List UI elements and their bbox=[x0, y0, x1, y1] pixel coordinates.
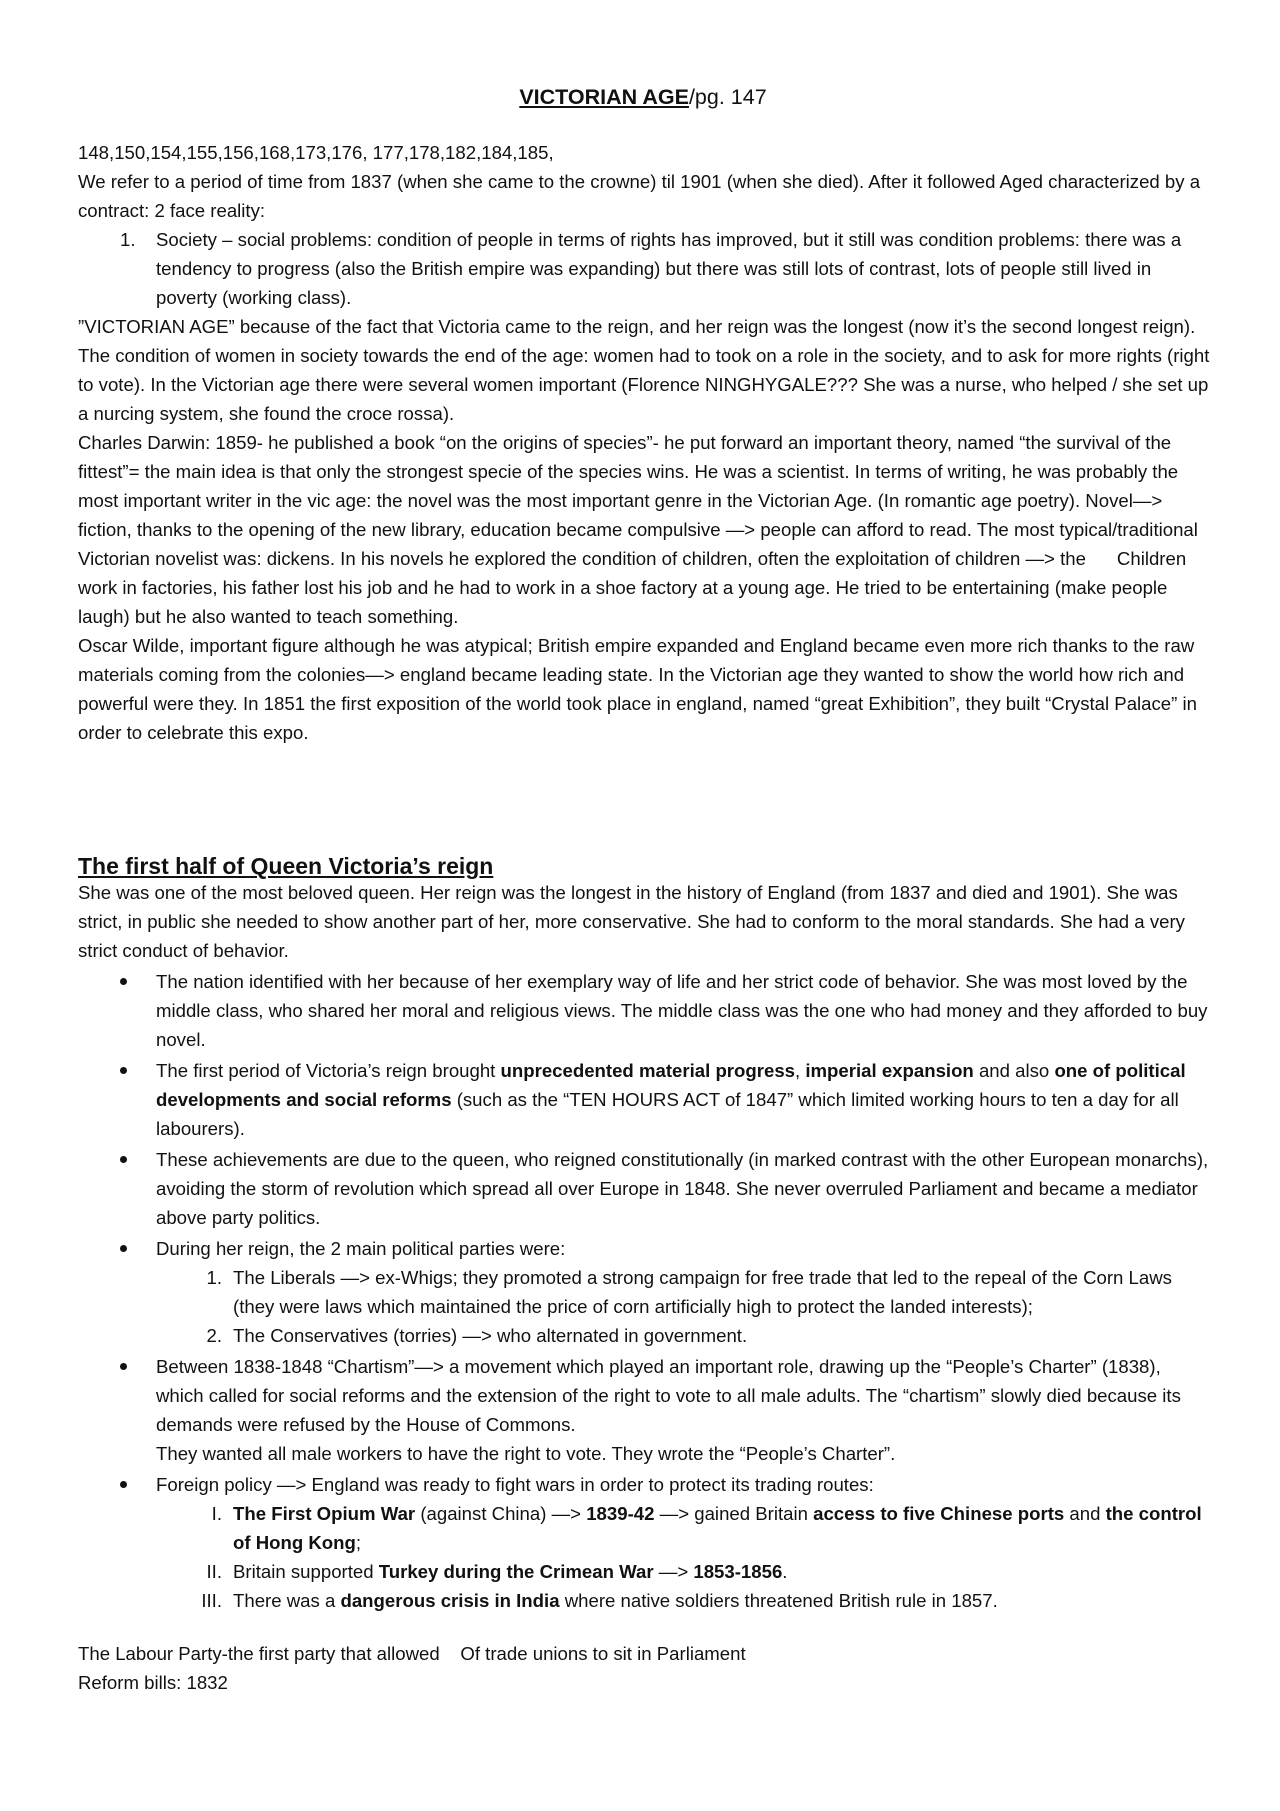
list-marker: III. bbox=[201, 1590, 222, 1611]
party-item bbox=[156, 1321, 1213, 1350]
page-references: 148,150,154,155,156,168,173,176, 177,178,182,184,185, bbox=[78, 142, 554, 163]
wars-list bbox=[156, 1499, 1213, 1615]
section-intro: She was one of the most beloved queen. Her reign was the longest in the history of England (from 1837 and died and 1901). She was strict, in public she needed to show another part of her, more conservative. She had to conform to the moral standards. She had a very strict conduct of behavior. bbox=[78, 882, 1185, 961]
bullet-text: During her reign, the 2 main political parties were: bbox=[156, 1238, 566, 1259]
bold-text: 1839-42 bbox=[586, 1503, 655, 1524]
bullet-item bbox=[78, 1352, 1213, 1468]
bullet-text: Foreign policy —> England was ready to fight wars in order to protect its trading routes: bbox=[156, 1474, 874, 1495]
bullet-text: The nation identified with her because of her exemplary way of life and her strict code of behavior. She was most loved by the middle class, who shared her moral and religious views. The middle class was the one who had money and they afforded to buy novel. bbox=[156, 971, 1208, 1050]
list-marker: I. bbox=[211, 1503, 222, 1524]
bullet-text: The first period of Victoria’s reign brought bbox=[156, 1060, 501, 1081]
section-heading: The first half of Queen Victoria’s reign bbox=[78, 853, 494, 879]
bold-text: imperial expansion bbox=[805, 1060, 974, 1081]
intro-paragraph-1: We refer to a period of time from 1837 (when she came to the crowne) til 1901 (when she died). After it followed Aged characterized by a contract: 2 face reality: bbox=[78, 171, 1201, 221]
bullet-text: , bbox=[795, 1060, 806, 1081]
war-text: —> bbox=[653, 1561, 694, 1582]
war-text: where native soldiers threatened British rule in 1857. bbox=[559, 1590, 998, 1611]
bold-text: one of political developments and social reforms bbox=[156, 1060, 1186, 1110]
war-text: . bbox=[782, 1561, 788, 1582]
bullet-text: (such as the “TEN HOURS ACT of 1847” which limited working hours to ten a day for all labourers). bbox=[156, 1089, 1179, 1139]
intro-section bbox=[78, 138, 1213, 747]
bold-text: access to five Chinese ports bbox=[813, 1503, 1065, 1524]
bullet-icon bbox=[120, 1156, 127, 1163]
bold-text: dangerous crisis in India bbox=[340, 1590, 560, 1611]
bullet-text: These achievements are due to the queen, who reigned constitutionally (in marked contrast with the other European monarchs), avoiding the storm of revolution which spread all over Europe in 1848. She never overruled Parliament and became a mediator above party politics. bbox=[156, 1149, 1209, 1228]
intro-paragraph-3: The condition of women in society towards the end of the age: women had to took on a role in the society, and to ask for more rights (right to vote). In the Victorian age there were several women important (Florence NINGHYGALE??? She was a nurse, who helped / she set up a nurcing system, she found the croce rossa). bbox=[78, 345, 1210, 424]
list-marker: 1. bbox=[206, 1267, 222, 1288]
party-text: The Liberals —> ex-Whigs; they promoted a strong campaign for free trade that led to the repeal of the Corn Laws (they were laws which maintained the price of corn artificially high to protect the landed interests); bbox=[233, 1267, 1172, 1317]
footer-line-1: The Labour Party-the first party that allowed Of trade unions to sit in Parliament bbox=[78, 1643, 746, 1664]
war-text: and bbox=[1064, 1503, 1106, 1524]
bullet-text: and also bbox=[973, 1060, 1055, 1081]
party-item bbox=[156, 1263, 1213, 1321]
war-text: Britain supported bbox=[233, 1561, 379, 1582]
spacer bbox=[78, 1615, 1213, 1639]
bullet-icon bbox=[120, 1245, 127, 1252]
bullet-icon bbox=[120, 1481, 127, 1488]
war-item bbox=[156, 1586, 1213, 1615]
bullet-icon bbox=[120, 978, 127, 985]
bullet-list bbox=[78, 967, 1213, 1615]
list-marker: 2. bbox=[206, 1325, 222, 1346]
bold-text: the control of Hong Kong bbox=[233, 1503, 1202, 1553]
war-item bbox=[156, 1557, 1213, 1586]
bullet-icon bbox=[120, 1363, 127, 1370]
title-suffix: /pg. 147 bbox=[688, 85, 767, 109]
bullet-extra-text: They wanted all male workers to have the right to vote. They wrote the “People’s Charter”. bbox=[156, 1443, 896, 1464]
bold-text: Turkey during the Crimean War bbox=[378, 1561, 654, 1582]
intro-paragraph-2: ”VICTORIAN AGE” because of the fact that Victoria came to the reign, and her reign was the longest (now it’s the second longest reign). bbox=[78, 316, 1196, 337]
bullet-item bbox=[78, 1056, 1213, 1143]
bullet-item bbox=[78, 1145, 1213, 1232]
bold-text: The First Opium War bbox=[233, 1503, 416, 1524]
war-text: ; bbox=[355, 1532, 362, 1553]
war-text: There was a bbox=[233, 1590, 341, 1611]
war-text: (against China) —> bbox=[415, 1503, 587, 1524]
party-text: The Conservatives (torries) —> who alternated in government. bbox=[233, 1325, 748, 1346]
title-main: VICTORIAN AGE bbox=[519, 85, 689, 109]
war-text: —> gained Britain bbox=[654, 1503, 814, 1524]
list-item-text: Society – social problems: condition of people in terms of rights has improved, but it still was condition problems: there was a tendency to progress (also the British empire was expanding) but there was still lots of contrast, lots of people still lived in poverty (working class). bbox=[156, 229, 1182, 308]
bold-text: unprecedented material progress bbox=[500, 1060, 796, 1081]
reign-section bbox=[78, 878, 1213, 1697]
intro-list-item bbox=[78, 225, 1213, 312]
war-item bbox=[156, 1499, 1213, 1557]
intro-paragraph-4: Charles Darwin: 1859- he published a book “on the origins of species”- he put forward an important theory, named “the survival of the fittest”= the main idea is that only the strongest specie of the species wins. He was a scientist. In terms of writing, he was probably the most important writer in the vic age: the novel was the most important genre in the Victorian Age. (In romantic age poetry). Novel—> fiction, thanks to the opening of the new library, education became compulsive —> people can afford to read. The most typical/traditional Victorian novelist was: dickens. In his novels he explored the condition of children, often the exploitation of children —> the Children work in factories, his father lost his job and he had to work in a shoe factory at a young age. He tried to be entertaining (make people laugh) but he also wanted to teach something. bbox=[78, 432, 1198, 627]
bullet-item bbox=[78, 1234, 1213, 1350]
list-marker: II. bbox=[206, 1561, 222, 1582]
intro-list bbox=[78, 225, 1213, 312]
footer-line-2: Reform bills: 1832 bbox=[78, 1672, 228, 1693]
bullet-item bbox=[78, 967, 1213, 1054]
bullet-text: Between 1838-1848 “Chartism”—> a movement which played an important role, drawing up the “People’s Charter” (1838), which called for social reforms and the extension of the right to vote to all male adults. The “chartism” slowly died because its demands were refused by the House of Commons. bbox=[156, 1356, 1181, 1435]
bullet-item bbox=[78, 1470, 1213, 1615]
bold-text: 1853-1856 bbox=[693, 1561, 783, 1582]
bullet-icon bbox=[120, 1067, 127, 1074]
intro-paragraph-5: Oscar Wilde, important figure although he was atypical; British empire expanded and England became even more rich thanks to the raw materials coming from the colonies—> england became leading state. In the Victorian age they wanted to show the world how rich and powerful were they. In 1851 the first exposition of the world took place in england, named “great Exhibition”, they built “Crystal Palace” in order to celebrate this expo. bbox=[78, 635, 1197, 743]
parties-list bbox=[156, 1263, 1213, 1350]
page-title bbox=[78, 81, 1208, 113]
list-marker: 1. bbox=[120, 229, 136, 250]
